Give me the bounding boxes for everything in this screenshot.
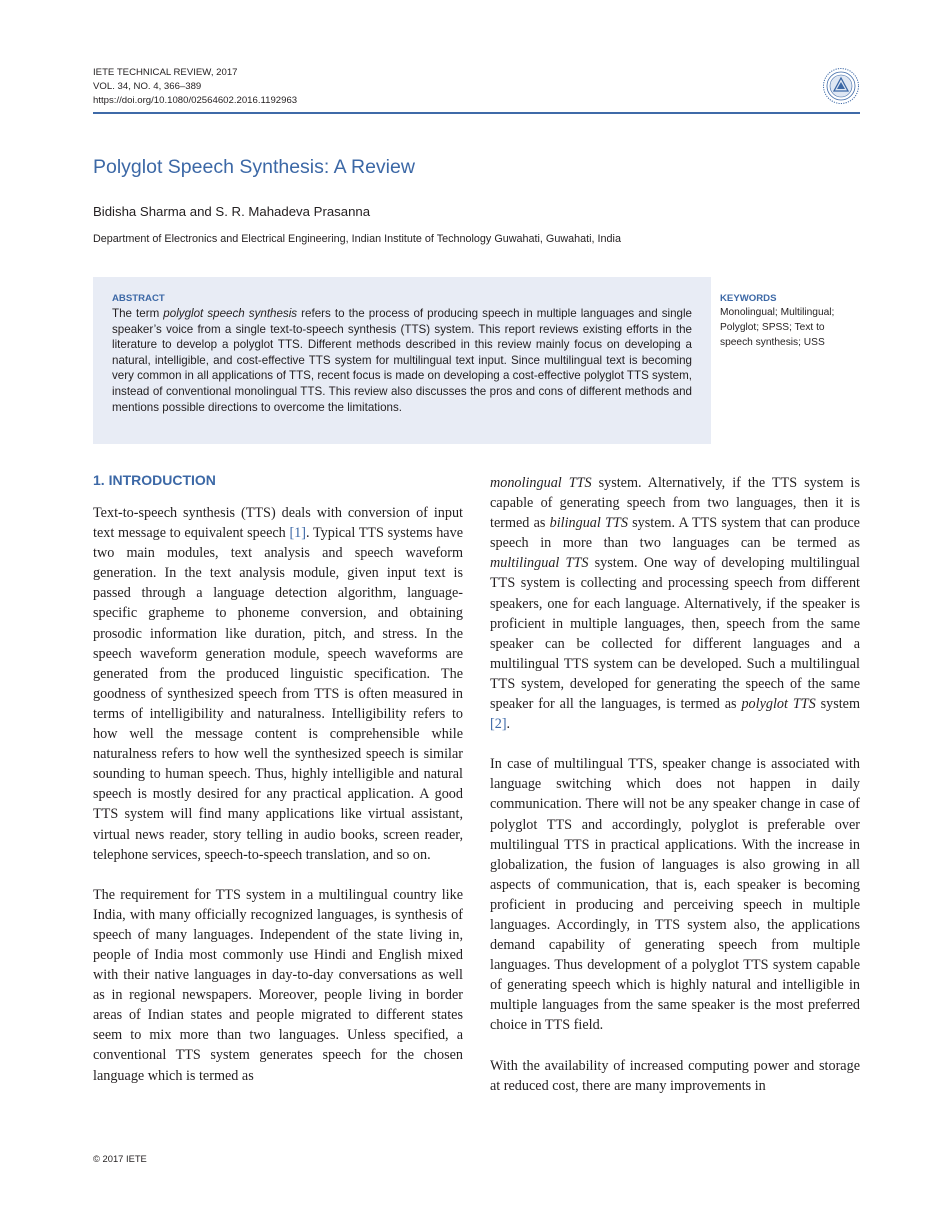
paper-authors: Bidisha Sharma and S. R. Mahadeva Prasanna bbox=[93, 204, 371, 219]
term-emphasis: polyglot TTS bbox=[741, 696, 816, 713]
citation-link[interactable]: [1] bbox=[289, 525, 306, 542]
body-paragraph: In case of multilingual TTS, speaker change is associated with language switching which does not happen in daily communication. There will not be any speaker change in case of polyglot TTS and accordingly, polyglot is preferable over multilingual TTS in practical applications. With the increase in globalization, the fusion of languages is also growing in all aspects of communication, that is, each speaker is becoming proficient in producing and perceiving speech in multiple languages. Accordingly, in TTS system also, the applications demand capability of generating speech from multiple languages. Thus development of a polyglot TTS system capable of generating speech which is highly natural and intelligible in multiple languages from the same speaker is the most preferred choice in TTS field. bbox=[490, 756, 860, 1034]
abstract-text bbox=[112, 306, 692, 415]
body-paragraph bbox=[490, 473, 860, 734]
keywords-list: Monolingual; Multilingual; Polyglot; SPSS; Text to speech synthesis; USS bbox=[720, 307, 835, 348]
footer-copyright: © 2017 IETE bbox=[93, 1153, 147, 1164]
body-text: system. Alternatively, if the TTS system is capable of generating speech from two languages, then it is termed as bbox=[490, 475, 860, 532]
abstract-term: polyglot speech synthesis bbox=[163, 307, 298, 320]
body-column-left bbox=[93, 503, 463, 1106]
keywords-heading: KEYWORDS bbox=[720, 293, 777, 304]
body-text: Text-to-speech synthesis (TTS) deals with conversion of input text message to equivalent speech bbox=[93, 505, 463, 542]
body-text: system. A TTS system that can produce speech in more than two languages can be termed as bbox=[490, 515, 860, 552]
body-text: . bbox=[506, 716, 511, 733]
section-heading-introduction: 1. INTRODUCTION bbox=[93, 472, 216, 488]
crossmark-logo-icon[interactable] bbox=[822, 67, 860, 105]
header-divider bbox=[93, 112, 860, 114]
term-emphasis: monolingual TTS bbox=[490, 475, 592, 491]
body-text: system bbox=[815, 696, 861, 713]
body-text: system. One way of developing multilingual TTS system is collecting and processing speech from different speakers, one for each language. Alternatively, if the speaker is proficient in multiple languages, then, speech from the same speaker can be collected for different languages and a multilingual TTS system can be developed. Such a multilingual TTS system, developed for generating the speech of the same speaker for all the languages, is termed as bbox=[490, 555, 860, 713]
term-emphasis: multilingual TTS bbox=[490, 555, 589, 572]
body-paragraph: With the availability of increased computing power and storage at reduced cost, there are many improvements in bbox=[490, 1057, 860, 1094]
body-text: The requirement for TTS system in a multilingual country like India, with many officially recognized languages, is synthesis of speech of many languages. Independent of the state living in, people of India most commonly use Hindi and English mixed with their native languages in day-to-day conversations as well as in regional newspapers. Moreover, people living in border areas of Indian states and people migrated to different states seem to mix more than two languages. Unless specified, a conventional TTS system generates speech for the chosen language which is termed as bbox=[93, 886, 463, 1084]
journal-doi[interactable]: https://doi.org/10.1080/02564602.2016.1192963 bbox=[93, 95, 298, 106]
journal-name: IETE TECHNICAL REVIEW, 2017 bbox=[93, 67, 238, 78]
body-paragraph bbox=[93, 885, 463, 1086]
body-column-right bbox=[490, 473, 860, 1116]
abstract-text-part: refers to the process of producing speech in multiple languages and single speaker’s voice from a single text-to-speech synthesis (TTS) system. This report reviews existing efforts in the literature to develop a polyglot TTS. Different methods described in this review mainly focus on developing a natural, intelligible, and cost-effective TTS system for multilingual text input. Since multilingual text is becoming very common in all applications of TTS, recent focus is made on developing a cost-effective polyglot TTS system, instead of conventional monolingual TTS. This review also discusses the pros and cons of different methods and mentions possible directions to overcome the limitations. bbox=[112, 307, 692, 414]
body-text: . Typical TTS systems have two main modules, text analysis and speech waveform generation. In the text analysis module, given input text is passed through a language detection algorithm, language-specific grapheme to phoneme conversion, and obtaining prosodic information like duration, pitch, and stress. In the speech waveform generation module, speech waveforms are generated from the produced linguistic specification. The goodness of synthesized speech from TTS is often measured in terms of intelligibility and naturalness. Intelligibility refers to how well the message content is comprehensible while naturalness refers to how well the synthesized speech is similar sounding to human speech. Thus, highly intelligible and natural speech is mostly desired for any practical application. A good TTS system will find many applications like virtual assistant, virtual news reader, story telling in audio books, screen reader, telephone services, speech-to-speech translation, and so on. bbox=[93, 525, 463, 863]
paper-title: Polyglot Speech Synthesis: A Review bbox=[93, 156, 415, 178]
body-paragraph bbox=[93, 503, 463, 865]
abstract-heading: ABSTRACT bbox=[112, 293, 165, 304]
paper-affiliation: Department of Electronics and Electrical Engineering, Indian Institute of Technology Guwahati, Guwahati, India bbox=[93, 233, 621, 245]
journal-volume: VOL. 34, NO. 4, 366–389 bbox=[93, 81, 202, 92]
term-emphasis: bilingual TTS bbox=[549, 515, 628, 532]
abstract-text-part: The term bbox=[112, 307, 164, 320]
journal-header bbox=[93, 66, 297, 108]
citation-link[interactable]: [2] bbox=[490, 716, 507, 733]
